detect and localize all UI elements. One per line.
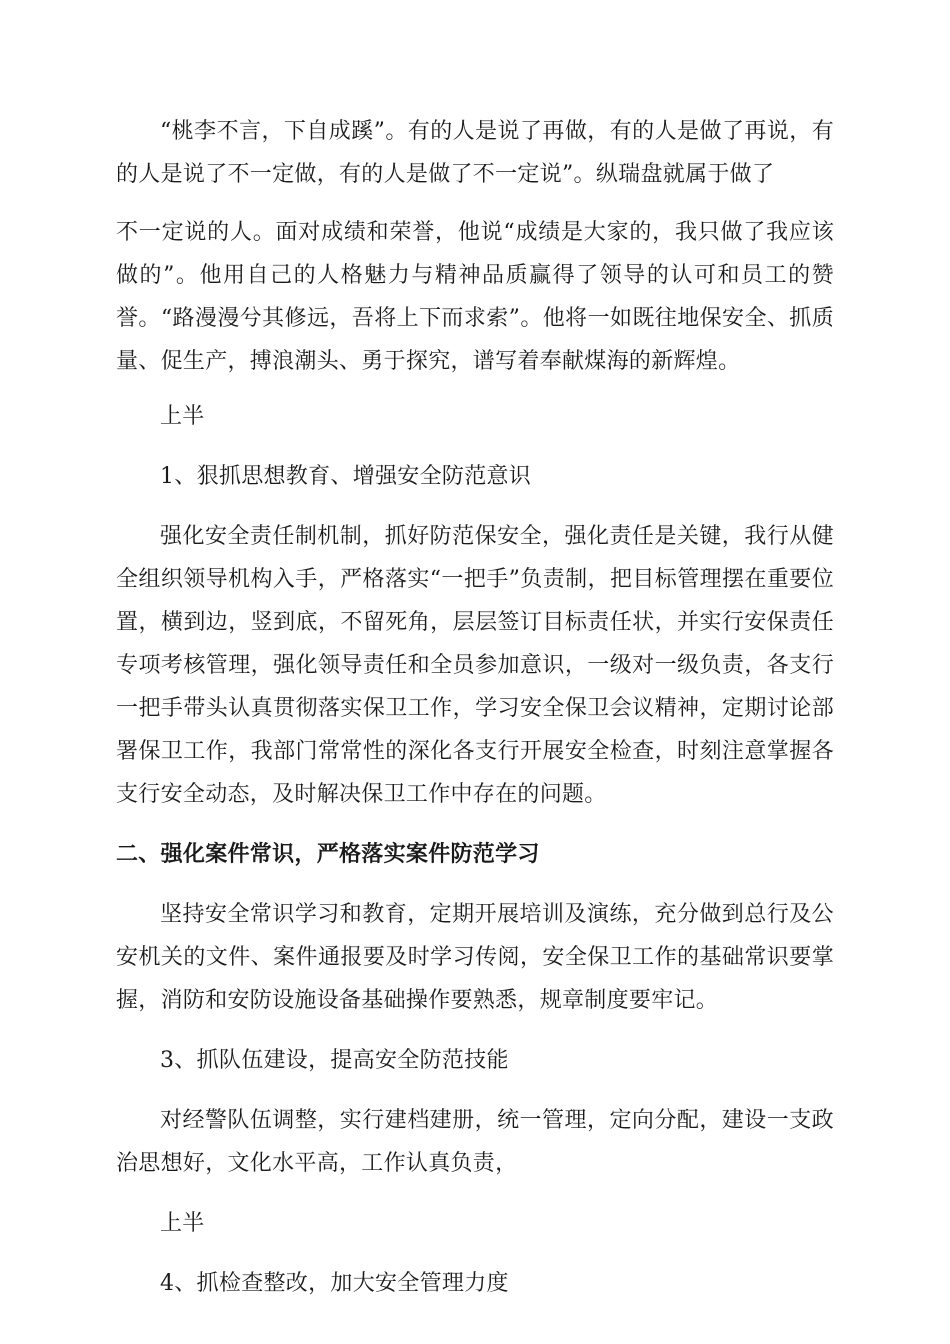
paragraph-continuation: 不一定说的人。面对成绩和荣誉，他说“成绩是大家的，我只做了我应该做的”。他用自己的人格魅力与精神品质赢得了领导的认可和员工的赞誉。“路漫漫兮其修远，吾将上下而求索”。他将一如既往地保安全、抓质量、促生产，搏浪潮头、勇于探究，谱写着奉献煤海的新辉煌。 bbox=[116, 220, 834, 374]
section-heading-2: 二、强化案件常识，严格落实案件防范学习 bbox=[116, 842, 540, 867]
paragraph-safety-training: 坚持安全常识学习和教育，定期开展培训及演练，充分做到总行及公安机关的文件、案件通报要及时学习传阅，安全保卫工作的基础常识要掌握，消防和安防设施设备基础操作要熟悉，规章制度要牢记。 bbox=[116, 902, 834, 1013]
paragraph-label-first-half-2: 上半 bbox=[160, 1211, 205, 1236]
paragraph-safety-responsibility: 强化安全责任制机制，抓好防范保安全，强化责任是关键，我行从健全组织领导机构入手，严格落实“一把手”负责制，把目标管理摆在重要位置，横到边，竖到底，不留死角，层层签订目标责任状，并实行安保责任专项考核管理，强化领导责任和全员参加意识，一级对一级负责，各支行一把手带头认真贯彻落实保卫工作，学习安全保卫会议精神，定期讨论部署保卫工作，我部门常常性的深化各支行开展安全检查，时刻注意掌握各支行安全动态，及时解决保卫工作中存在的问题。 bbox=[116, 524, 834, 807]
section-heading-3: 3、抓队伍建设，提高安全防范技能 bbox=[160, 1048, 509, 1073]
paragraph-opening-quote: “桃李不言，下自成蹊”。有的人是说了再做，有的人是做了再说，有的人是说了不一定做，有的人是做了不一定说”。纵瑞盘就属于做了 bbox=[116, 119, 834, 187]
section-heading-1: 1、狠抓思想教育、增强安全防范意识 bbox=[160, 464, 532, 489]
paragraph-team-building: 对经警队伍调整，实行建档建册，统一管理，定向分配，建设一支政治思想好，文化水平高，工作认真负责， bbox=[116, 1108, 834, 1176]
paragraph-label-first-half: 上半 bbox=[160, 404, 205, 429]
section-heading-4: 4、抓检查整改，加大安全管理力度 bbox=[160, 1271, 509, 1296]
document-body bbox=[116, 110, 834, 1322]
